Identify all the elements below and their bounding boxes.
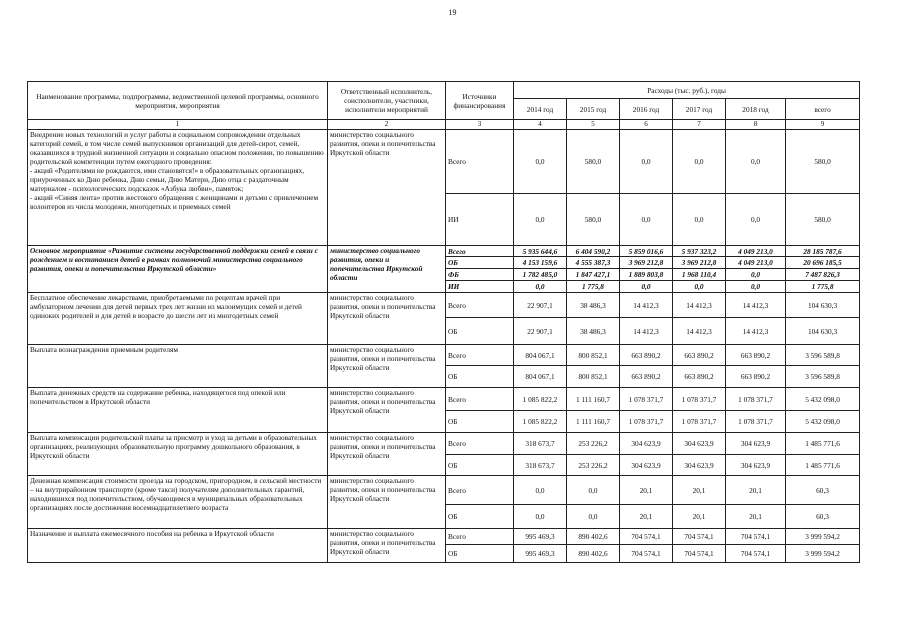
year-value-cell: 20,1 [673, 476, 726, 505]
year-value-cell: 0,0 [620, 130, 673, 194]
funding-source-cell: Всего [446, 345, 514, 366]
year-value-cell: 890 402,6 [567, 529, 620, 545]
year-value-cell: 1 078 371,7 [620, 388, 673, 411]
funding-source-cell: ОБ [446, 257, 514, 269]
year-value-cell: 14 412,3 [726, 293, 786, 318]
year-value-cell: 3 969 212,8 [620, 257, 673, 269]
total-value-cell: 3 999 594,2 [786, 529, 860, 545]
executor-cell: министерство социального развития, опеки и попечительства Иркутской области [328, 345, 446, 388]
column-number: 8 [726, 120, 786, 130]
year-value-cell: 580,0 [567, 130, 620, 194]
executor-cell: министерство социального развития, опеки и попечительства Иркутской области [328, 529, 446, 563]
column-number: 2 [328, 120, 446, 130]
table-row [28, 529, 860, 545]
year-value-cell: 704 574,1 [673, 529, 726, 545]
year-value-cell: 5 859 016,6 [620, 246, 673, 257]
funding-source-cell: ИИ [446, 281, 514, 293]
header-year: 2017 год [673, 99, 726, 120]
year-value-cell: 3 969 212,8 [673, 257, 726, 269]
year-value-cell: 20,1 [726, 505, 786, 529]
funding-source-cell: ИИ [446, 194, 514, 246]
column-number: 9 [786, 120, 860, 130]
funding-source-cell: Всего [446, 433, 514, 455]
year-value-cell: 0,0 [726, 269, 786, 281]
funding-source-cell: ФБ [446, 269, 514, 281]
table-row [28, 293, 860, 318]
total-value-cell: 5 432 098,0 [786, 388, 860, 411]
funding-source-cell: ОБ [446, 318, 514, 345]
year-value-cell: 1 111 160,7 [567, 388, 620, 411]
year-value-cell: 995 469,3 [514, 529, 567, 545]
total-value-cell: 1 485 771,6 [786, 433, 860, 455]
year-value-cell: 20,1 [620, 505, 673, 529]
header-expenses: Расходы (тыс. руб.), годы [514, 82, 860, 99]
year-value-cell: 704 574,1 [673, 545, 726, 563]
year-value-cell: 304 623,9 [726, 455, 786, 476]
expenses-table [27, 81, 860, 563]
table-row [28, 433, 860, 455]
total-value-cell: 104 630,3 [786, 293, 860, 318]
year-value-cell: 0,0 [726, 194, 786, 246]
year-value-cell: 20,1 [726, 476, 786, 505]
year-value-cell: 14 412,3 [673, 293, 726, 318]
year-value-cell: 663 890,2 [726, 345, 786, 366]
year-value-cell: 0,0 [567, 505, 620, 529]
total-value-cell: 104 630,3 [786, 318, 860, 345]
activity-name-cell: Бесплатное обеспечение лекарствами, приобретаемыми по рецептам врачей при амбулаторном лечении для детей первых трех лет жизни из малоимущих семей и детей одиноких родителей и для детей в возрасте до шести лет из многодетных семей [28, 293, 328, 345]
funding-source-cell: ОБ [446, 411, 514, 433]
year-value-cell: 890 402,6 [567, 545, 620, 563]
page-number: 19 [448, 8, 457, 17]
column-number: 4 [514, 120, 567, 130]
year-value-cell: 580,0 [567, 194, 620, 246]
total-value-cell: 580,0 [786, 130, 860, 194]
year-value-cell: 663 890,2 [620, 366, 673, 388]
year-value-cell: 5 935 644,6 [514, 246, 567, 257]
year-value-cell: 663 890,2 [673, 366, 726, 388]
year-value-cell: 704 574,1 [726, 529, 786, 545]
year-value-cell: 22 907,1 [514, 293, 567, 318]
year-value-cell: 304 623,9 [726, 433, 786, 455]
year-value-cell: 0,0 [514, 476, 567, 505]
year-value-cell: 995 469,3 [514, 545, 567, 563]
year-value-cell: 4 555 387,3 [567, 257, 620, 269]
executor-cell: министерство социального развития, опеки и попечительства Иркутской области [328, 476, 446, 529]
total-value-cell: 60,3 [786, 505, 860, 529]
year-value-cell: 304 623,9 [673, 455, 726, 476]
year-value-cell: 4 049 213,0 [726, 257, 786, 269]
table-row [28, 130, 860, 194]
year-value-cell: 20,1 [620, 476, 673, 505]
funding-source-cell: ОБ [446, 455, 514, 476]
header-year: 2018 год [726, 99, 786, 120]
year-value-cell: 1 889 803,8 [620, 269, 673, 281]
table-row [28, 246, 860, 257]
funding-source-cell: ОБ [446, 545, 514, 563]
year-value-cell: 1 078 371,7 [726, 411, 786, 433]
total-value-cell: 60,3 [786, 476, 860, 505]
year-value-cell: 1 078 371,7 [673, 388, 726, 411]
header-name: Наименование программы, подпрограммы, ведомственной целевой программы, основного мероприятия, мероприятия [28, 82, 328, 120]
year-value-cell: 0,0 [673, 194, 726, 246]
header-executor: Ответственный исполнитель, соисполнители, участники, исполнители мероприятий [328, 82, 446, 120]
year-value-cell: 253 226,2 [567, 455, 620, 476]
year-value-cell: 800 852,1 [567, 366, 620, 388]
funding-source-cell: ОБ [446, 366, 514, 388]
header-year: 2016 год [620, 99, 673, 120]
year-value-cell: 704 574,1 [620, 529, 673, 545]
year-value-cell: 22 907,1 [514, 318, 567, 345]
table-row [28, 476, 860, 505]
year-value-cell: 304 623,9 [673, 433, 726, 455]
year-value-cell: 0,0 [673, 281, 726, 293]
total-value-cell: 20 696 185,5 [786, 257, 860, 269]
activity-name-cell: Назначение и выплата ежемесячного пособия на ребенка в Иркутской области [28, 529, 328, 563]
year-value-cell: 318 673,7 [514, 455, 567, 476]
year-value-cell: 1 085 822,2 [514, 388, 567, 411]
year-value-cell: 0,0 [726, 130, 786, 194]
total-value-cell: 3 596 589,8 [786, 345, 860, 366]
funding-source-cell: Всего [446, 130, 514, 194]
year-value-cell: 6 404 590,2 [567, 246, 620, 257]
header-source: Источники финансирования [446, 82, 514, 120]
header-total: всего [786, 99, 860, 120]
total-value-cell: 3 596 589,8 [786, 366, 860, 388]
year-value-cell: 0,0 [514, 505, 567, 529]
executor-cell: министерство социального развития, опеки и попечительства Иркутской области [328, 293, 446, 345]
year-value-cell: 20,1 [673, 505, 726, 529]
activity-name-cell: Выплата денежных средств на содержание ребенка, находящегося под опекой или попечительством в Иркутской области [28, 388, 328, 433]
year-value-cell: 0,0 [514, 194, 567, 246]
year-value-cell: 663 890,2 [726, 366, 786, 388]
total-value-cell: 7 487 826,3 [786, 269, 860, 281]
year-value-cell: 14 412,3 [673, 318, 726, 345]
year-value-cell: 0,0 [620, 281, 673, 293]
total-value-cell: 5 432 098,0 [786, 411, 860, 433]
year-value-cell: 0,0 [620, 194, 673, 246]
year-value-cell: 800 852,1 [567, 345, 620, 366]
year-value-cell: 38 486,3 [567, 293, 620, 318]
year-value-cell: 318 673,7 [514, 433, 567, 455]
year-value-cell: 1 078 371,7 [673, 411, 726, 433]
activity-name-cell: Основное мероприятие «Развитие системы государственной поддержки семей в связи с рождением и воспитанием детей в рамках полномочий министерства социального развития, опеки и попечительства Иркутской области» [28, 246, 328, 293]
year-value-cell: 14 412,3 [726, 318, 786, 345]
executor-cell: министерство социального развития, опеки и попечительства Иркутской области [328, 246, 446, 293]
header-year: 2014 год [514, 99, 567, 120]
year-value-cell: 1 775,8 [567, 281, 620, 293]
year-value-cell: 0,0 [514, 281, 567, 293]
total-value-cell: 580,0 [786, 194, 860, 246]
year-value-cell: 804 067,1 [514, 345, 567, 366]
executor-cell: министерство социального развития, опеки и попечительства Иркутской области [328, 388, 446, 433]
table-row [28, 388, 860, 411]
year-value-cell: 304 623,9 [620, 433, 673, 455]
year-value-cell: 663 890,2 [620, 345, 673, 366]
funding-source-cell: ОБ [446, 505, 514, 529]
year-value-cell: 304 623,9 [620, 455, 673, 476]
total-value-cell: 1 775,8 [786, 281, 860, 293]
executor-cell: министерство социального развития, опеки и попечительства Иркутской области [328, 433, 446, 476]
column-number: 7 [673, 120, 726, 130]
year-value-cell: 1 111 160,7 [567, 411, 620, 433]
column-number: 6 [620, 120, 673, 130]
column-number: 5 [567, 120, 620, 130]
year-value-cell: 663 890,2 [673, 345, 726, 366]
total-value-cell: 28 185 787,6 [786, 246, 860, 257]
header-year: 2015 год [567, 99, 620, 120]
year-value-cell: 1 968 110,4 [673, 269, 726, 281]
activity-name-cell: Денежная компенсация стоимости проезда на городском, пригородном, в сельской местности – на внутрирайонном транспорте (кроме такси) получателям дополнительных гарантий, находившихся под попечительством, обучающимся в муниципальных образовательных организациях после достижения восемнадцатилетнего возраста [28, 476, 328, 529]
year-value-cell: 0,0 [514, 130, 567, 194]
year-value-cell: 4 049 213,0 [726, 246, 786, 257]
year-value-cell: 1 782 485,0 [514, 269, 567, 281]
funding-source-cell: Всего [446, 293, 514, 318]
year-value-cell: 4 153 159,6 [514, 257, 567, 269]
funding-source-cell: Всего [446, 476, 514, 505]
year-value-cell: 704 574,1 [726, 545, 786, 563]
year-value-cell: 0,0 [567, 476, 620, 505]
year-value-cell: 1 085 822,2 [514, 411, 567, 433]
activity-name-cell: Выплата вознаграждения приемным родителям [28, 345, 328, 388]
total-value-cell: 3 999 594,2 [786, 545, 860, 563]
year-value-cell: 14 412,3 [620, 318, 673, 345]
year-value-cell: 0,0 [726, 281, 786, 293]
year-value-cell: 1 078 371,7 [620, 411, 673, 433]
column-number: 3 [446, 120, 514, 130]
funding-source-cell: Всего [446, 529, 514, 545]
year-value-cell: 1 847 427,1 [567, 269, 620, 281]
funding-source-cell: Всего [446, 246, 514, 257]
year-value-cell: 0,0 [673, 130, 726, 194]
funding-source-cell: Всего [446, 388, 514, 411]
year-value-cell: 38 486,3 [567, 318, 620, 345]
table-row [28, 345, 860, 366]
executor-cell: министерство социального развития, опеки и попечительства Иркутской области [328, 130, 446, 246]
year-value-cell: 804 067,1 [514, 366, 567, 388]
total-value-cell: 1 485 771,6 [786, 455, 860, 476]
activity-name-cell: Выплата компенсации родительской платы за присмотр и уход за детьми в образовательных организациях, реализующих образовательную программу дошкольного образования, в Иркутской области [28, 433, 328, 476]
activity-name-cell: Внедрение новых технологий и услуг работы в социальном сопровождении отдельных категорий семей, в том числе семей выпускников организаций для детей-сирот, семей, оказавшихся в трудной жизненной ситуации и социально опасном положении, по повышению родительской компетенции путем ежегодного проведения: - акций «Родителями не рождаются, ими становятся!» в образовательных организациях, приуроченных ко Дню ребенка, Дню семьи, Дню Матери, Дню отца с раздаточным материалом - психологических подсказок «Азбука любви», памяток; - акций «Синяя лента» против жестокого обращения с женщинами и детьми с привлечением волонтеров из числа молодежи, многодетных и приемных семей [28, 130, 328, 246]
year-value-cell: 253 226,2 [567, 433, 620, 455]
year-value-cell: 14 412,3 [620, 293, 673, 318]
year-value-cell: 5 937 323,2 [673, 246, 726, 257]
year-value-cell: 704 574,1 [620, 545, 673, 563]
column-number: 1 [28, 120, 328, 130]
year-value-cell: 1 078 371,7 [726, 388, 786, 411]
